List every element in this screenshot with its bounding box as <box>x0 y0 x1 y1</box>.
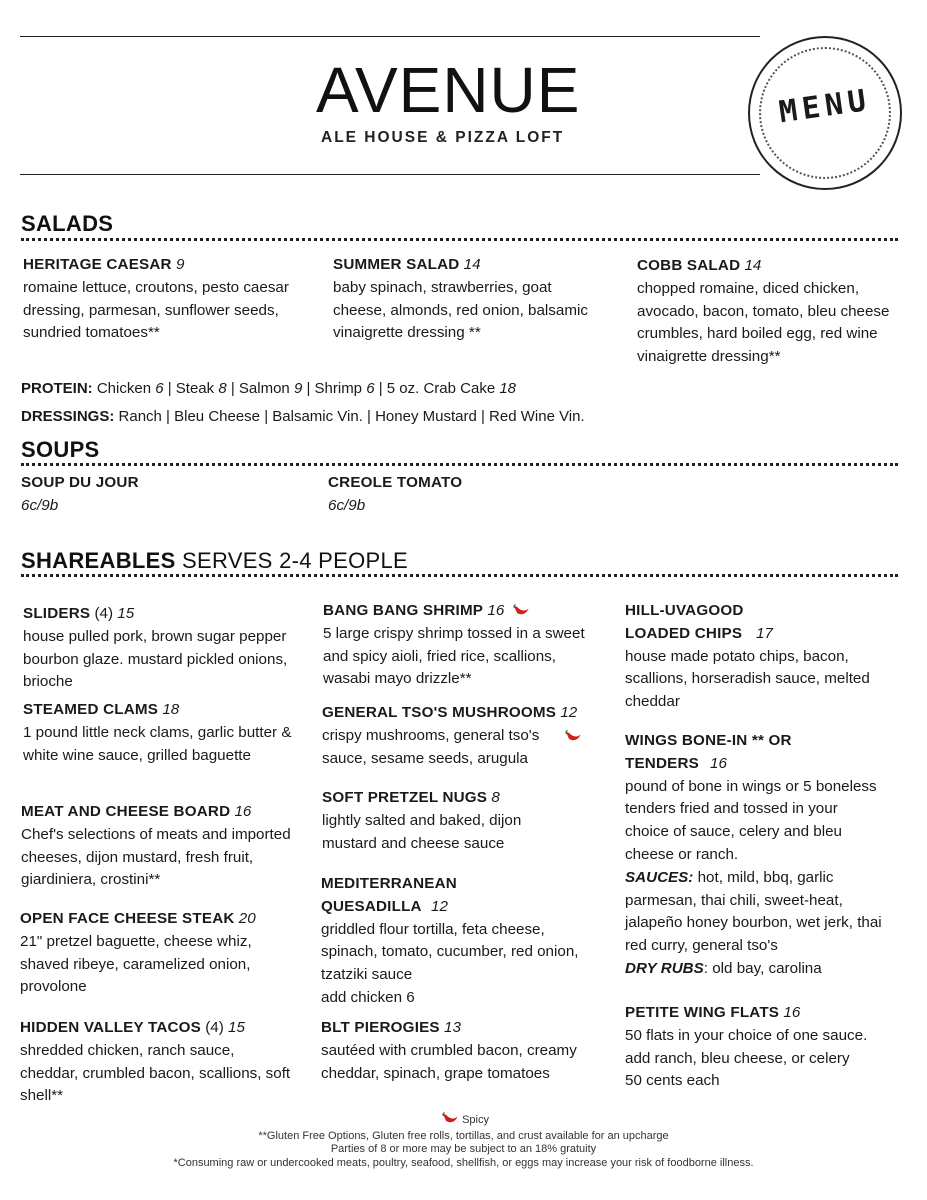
section-title-note: SERVES 2-4 PEOPLE <box>182 548 409 573</box>
menu-item <box>322 787 567 855</box>
item-name: SOFT PRETZEL NUGS <box>322 789 488 806</box>
menu-item <box>328 472 608 518</box>
menu-item <box>625 1002 870 1093</box>
item-quantity: (4) <box>205 1019 224 1036</box>
sauces-label: SAUCES: <box>625 868 694 886</box>
item-name: WINGS BONE-IN ** OR TENDERS <box>625 732 792 772</box>
protein-price: 8 <box>218 380 227 397</box>
menu-item <box>323 600 585 691</box>
spicy-chili-icon <box>512 604 530 616</box>
item-name: BLT PIEROGIES <box>321 1019 440 1036</box>
menu-item <box>20 1017 295 1108</box>
item-name: BANG BANG SHRIMP <box>323 602 484 619</box>
item-addon: add chicken 6 <box>321 988 415 1006</box>
item-price: 16 <box>783 1004 801 1021</box>
section-title-salads: SALADS <box>21 211 114 236</box>
soups-divider <box>21 463 898 466</box>
item-name: SLIDERS <box>23 605 91 622</box>
item-name: STEAMED CLAMS <box>23 701 159 718</box>
protein-price: 6 <box>366 380 375 397</box>
item-description: house made potato chips, bacon, scallions, horseradish sauce, melted cheddar <box>625 647 870 711</box>
item-description: baby spinach, strawberries, goat cheese, almonds, red onion, balsamic vinaigrette dressing ** <box>333 278 588 342</box>
item-addon: add ranch, bleu cheese, or celery 50 cents each <box>625 1049 850 1090</box>
item-price: 12 <box>560 704 578 721</box>
dressings-label: DRESSINGS: <box>21 408 115 425</box>
item-name: PETITE WING FLATS <box>625 1004 780 1021</box>
item-price: 8 <box>491 789 500 806</box>
item-name: CREOLE TOMATO <box>328 474 463 491</box>
dressing-option: Red Wine Vin. <box>489 408 585 425</box>
protein-label: PROTEIN: <box>21 380 93 397</box>
item-description: sautéed with crumbled bacon, creamy cheddar, spinach, grape tomatoes <box>321 1041 577 1082</box>
spicy-chili-icon <box>441 1112 459 1124</box>
item-name: COBB SALAD <box>637 257 741 274</box>
protein-option: Salmon <box>238 380 290 397</box>
item-description: pound of bone in wings or 5 boneless tenders fried and tossed in your choice of sauce, celery and bleu cheese or ranch. <box>625 777 877 863</box>
menu-badge <box>748 36 902 190</box>
item-name: SUMMER SALAD <box>333 256 460 273</box>
protein-options: PROTEIN: Chicken 6 | Steak 8 | Salmon 9 | Shrimp 6 | 5 oz. Crab Cake 18 <box>21 380 517 397</box>
salads-divider <box>21 238 898 241</box>
spicy-legend <box>0 1112 927 1127</box>
section-title-shareables <box>21 548 408 574</box>
gratuity-note: Parties of 8 or more may be subject to an 18% gratuity <box>330 1143 597 1155</box>
section-title-text: SHAREABLES <box>21 548 176 573</box>
dry-rubs-label: DRY RUBS <box>625 959 704 977</box>
item-quantity: (4) <box>94 605 114 622</box>
item-price: 20 <box>238 910 256 927</box>
item-name: HILL-UVAGOOD LOADED CHIPS <box>625 602 744 642</box>
menu-item <box>321 873 583 1010</box>
dressing-option: Honey Mustard <box>375 408 477 425</box>
item-price: 16 <box>487 602 505 619</box>
menu-badge-label: MENU <box>776 82 874 131</box>
menu-item <box>23 603 293 694</box>
item-description: romaine lettuce, croutons, pesto caesar dressing, parmesan, sunflower seeds, sundried tomatoes** <box>23 278 289 342</box>
item-name: OPEN FACE CHEESE STEAK <box>20 910 235 927</box>
gluten-free-note: **Gluten Free Options, Gluten free rolls, tortillas, and crust available for an upcharge <box>258 1130 669 1142</box>
dry-rubs-list: DRY RUBS: old bay, carolina <box>625 959 822 977</box>
header-top-rule <box>20 36 760 37</box>
item-price: 13 <box>444 1019 461 1036</box>
item-name: HERITAGE CAESAR <box>23 256 172 273</box>
item-price: 17 <box>756 625 773 642</box>
header-bottom-rule <box>20 174 760 175</box>
item-name: HIDDEN VALLEY TACOS <box>20 1019 201 1036</box>
brand-subtitle: ALE HOUSE & PIZZA LOFT <box>321 129 565 146</box>
item-description: Chef's selections of meats and imported cheeses, dijon mustard, fresh fruit, giardiniera, crostini** <box>21 825 291 889</box>
menu-item <box>637 255 907 369</box>
item-price: 9 <box>175 256 185 273</box>
protein-option: 5 oz. Crab Cake <box>386 380 496 397</box>
item-description: house pulled pork, brown sugar pepper bourbon glaze. mustard pickled onions, brioche <box>23 627 288 691</box>
item-price: 14 <box>744 257 762 274</box>
spicy-chili-icon <box>564 730 582 742</box>
dry-rubs-values: old bay, carolina <box>712 959 822 977</box>
item-price: 16 <box>710 755 727 772</box>
item-price: 6c/9b <box>21 496 59 514</box>
shareables-divider <box>21 574 898 577</box>
item-description: shredded chicken, ranch sauce, cheddar, crumbled bacon, scallions, soft shell** <box>20 1041 291 1105</box>
item-description: 21" pretzel baguette, cheese whiz, shaved ribeye, caramelized onion, provolone <box>20 932 252 996</box>
item-price: 12 <box>431 898 448 915</box>
menu-item <box>20 908 295 999</box>
item-price: 18 <box>162 701 180 718</box>
dressing-option: Ranch <box>118 408 162 425</box>
protein-option: Steak <box>175 380 215 397</box>
sauces-list <box>625 867 885 958</box>
dressing-option: Bleu Cheese <box>174 408 261 425</box>
menu-item <box>21 472 301 518</box>
item-price: 15 <box>117 605 135 622</box>
sauces-values: hot, mild, bbq, garlic parmesan, thai chili, sweet-heat, jalapeño honey bourbon, wet jerk, thai red curry, general tso's <box>625 868 882 955</box>
item-name: GENERAL TSO'S MUSHROOMS <box>322 704 557 721</box>
protein-option: Chicken <box>96 380 152 397</box>
dressing-options: DRESSINGS: Ranch | Bleu Cheese | Balsamic Vin. | Honey Mustard | Red Wine Vin. <box>21 408 585 425</box>
protein-price: 18 <box>499 380 517 397</box>
protein-price: 9 <box>293 380 303 397</box>
spicy-legend-label: Spicy <box>462 1114 489 1126</box>
item-description: 5 large crispy shrimp tossed in a sweet and spicy aioli, fried rice, scallions, wasabi mayo drizzle** <box>323 624 585 688</box>
menu-item <box>23 699 293 767</box>
menu-item <box>322 702 597 770</box>
item-price: 6c/9b <box>328 496 366 514</box>
item-name: SOUP DU JOUR <box>21 474 139 491</box>
item-price: 14 <box>463 256 481 273</box>
item-name: MEDITERRANEAN QUESADILLA <box>321 875 457 915</box>
brand-name: AVENUE <box>316 54 581 126</box>
food-safety-warning: *Consuming raw or undercooked meats, poultry, seafood, shellfish, or eggs may increase your risk of foodborne illness. <box>173 1157 754 1169</box>
protein-price: 6 <box>155 380 164 397</box>
item-description: 50 flats in your choice of one sauce. <box>625 1026 868 1044</box>
protein-option: Shrimp <box>314 380 363 397</box>
item-description: 1 pound little neck clams, garlic butter & white wine sauce, grilled baguette <box>23 723 292 764</box>
item-price: 16 <box>234 803 252 820</box>
item-description: griddled flour tortilla, feta cheese, spinach, tomato, cucumber, red onion, tzatziki sauce <box>321 920 579 984</box>
item-description: lightly salted and baked, dijon mustard and cheese sauce <box>322 811 522 852</box>
dressing-option: Balsamic Vin. <box>272 408 363 425</box>
section-title-soups: SOUPS <box>21 437 100 462</box>
item-name: MEAT AND CHEESE BOARD <box>21 803 231 820</box>
item-description: chopped romaine, diced chicken, avocado, bacon, tomato, bleu cheese crumbles, hard boiled egg, red wine vinaigrette dressing** <box>637 279 890 366</box>
menu-item <box>625 600 895 714</box>
item-description: crispy mushrooms, general tso's sauce, sesame seeds, arugula <box>322 726 540 767</box>
item-price: 15 <box>228 1019 245 1036</box>
menu-item <box>625 730 885 981</box>
menu-item <box>321 1017 583 1085</box>
menu-item <box>23 254 303 345</box>
menu-item <box>333 254 595 345</box>
menu-item <box>21 801 296 892</box>
